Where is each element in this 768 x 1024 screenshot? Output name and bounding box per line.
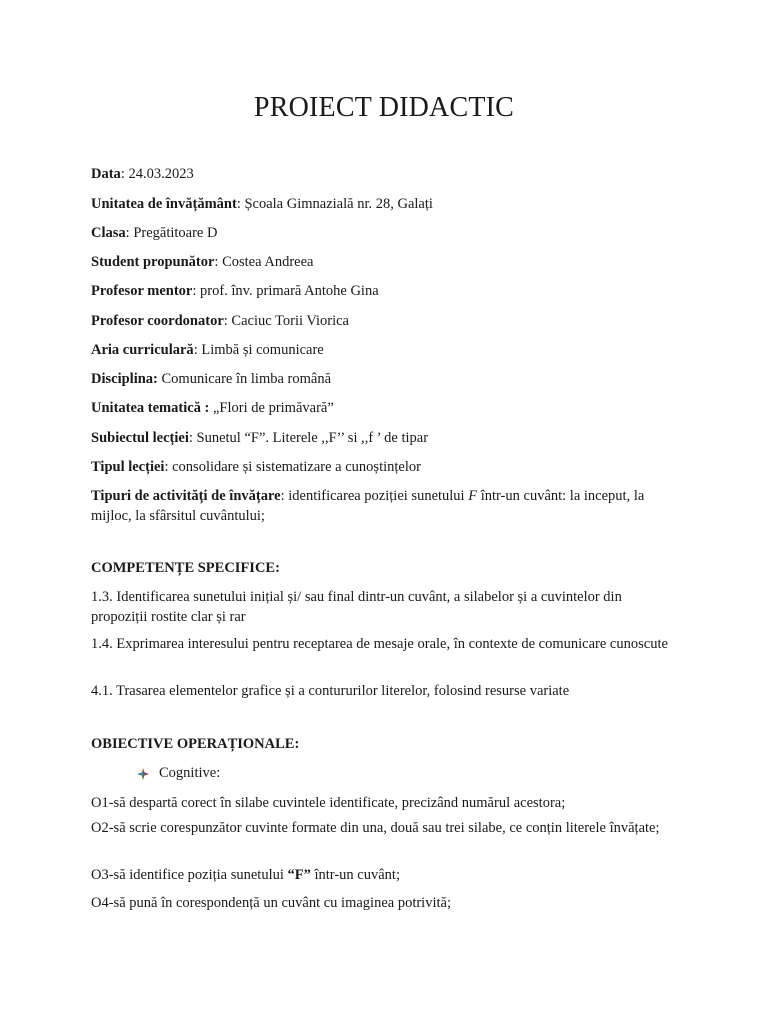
field-aria (91, 340, 681, 360)
competenta-item: 1.4. Exprimarea interesului pentru receptarea de mesaje orale, în contexte de comunicare cunoscute (91, 636, 668, 652)
field-mentor (91, 281, 681, 301)
field-separator: : (164, 459, 173, 475)
field-value: Comunicare în limba română (161, 371, 332, 387)
field-label: Clasa (91, 225, 126, 241)
field-tipuri-activitati (91, 486, 681, 526)
bullet-label: Cognitive: (159, 765, 221, 781)
obiective-heading: OBIECTIVE OPERAȚIONALE: (91, 736, 300, 752)
competenta-item: 1.3. Identificarea sunetului inițial și/ sau final dintr-un cuvânt, a silabelor și a cuvintelor din propoziții rostite clar și rar (91, 589, 622, 625)
field-value: „Flori de primăvară” (213, 400, 334, 416)
field-separator: : (188, 430, 197, 446)
field-disciplina (91, 369, 681, 389)
field-clasa (91, 223, 681, 243)
field-separator: : (236, 196, 245, 212)
field-data (91, 164, 681, 184)
field-subiectul (91, 428, 681, 448)
diamond-bullet-icon (136, 767, 150, 781)
field-label: Unitatea tematică : (91, 400, 210, 416)
field-value: Sunetul “F”. Literele ,,F’’ si ,,f ’ de tipar (196, 430, 429, 446)
field-value: consolidare și sistematizare a cunoștințelor (172, 459, 421, 475)
field-separator: : (125, 225, 134, 241)
field-label: Aria curriculară (91, 342, 194, 358)
field-label: Unitatea de învățământ (91, 196, 237, 212)
competenta-item: 4.1. Trasarea elementelor grafice și a contururilor literelor, folosind resurse variate (91, 683, 570, 699)
competente-heading: COMPETENȚE SPECIFICE: (91, 560, 280, 576)
field-label: Subiectul lecției (91, 430, 189, 446)
obiectiv-post: într-un cuvânt; (310, 867, 400, 883)
bullet-cognitive (136, 765, 220, 782)
field-label: Tipul lecției (91, 459, 165, 475)
field-value-post: într-un cuvânt: la inceput, la mijloc, la sfârsitul cuvântului; (91, 488, 645, 524)
obiectiv-bold: “F” (287, 867, 311, 883)
field-separator: : (280, 488, 289, 504)
field-student (91, 252, 681, 272)
field-value: Pregătitoare D (133, 225, 218, 241)
document-title: PROIECT DIDACTIC (253, 92, 515, 123)
field-value-pre: identificarea poziției sunetului (288, 488, 469, 504)
field-unitatea-tematica (91, 398, 681, 418)
field-label: Profesor mentor (91, 283, 193, 299)
obiectiv-item: O2-să scrie corespunzător cuvinte formate din una, două sau trei silabe, ce conțin literele învățate; (91, 820, 660, 836)
field-unitatea (91, 194, 681, 214)
field-separator: : (120, 166, 129, 182)
field-value-italic: F (468, 488, 478, 504)
field-separator: : (193, 342, 202, 358)
obiectiv-item (91, 865, 681, 885)
field-value: prof. înv. primară Antohe Gina (200, 283, 379, 299)
obiectiv-item: O1-să despartă corect în silabe cuvintele identificate, precizând numărul acestora; (91, 795, 566, 811)
field-label: Disciplina: (91, 371, 158, 387)
field-value: Caciuc Torii Viorica (231, 313, 349, 329)
field-label: Profesor coordonator (91, 313, 224, 329)
field-separator: : (192, 283, 200, 299)
field-value: Costea Andreea (222, 254, 314, 270)
field-label: Student propunător (91, 254, 215, 270)
field-label: Data (91, 166, 121, 182)
field-value: Școala Gimnazială nr. 28, Galați (244, 196, 433, 212)
field-separator: : (223, 313, 232, 329)
field-separator: : (214, 254, 223, 270)
obiectiv-item: O4-să pună în corespondență un cuvânt cu imaginea potrivită; (91, 895, 451, 911)
field-value: 24.03.2023 (128, 166, 194, 182)
obiectiv-pre: O3-să identifice poziția sunetului (91, 867, 288, 883)
field-tipul (91, 457, 681, 477)
field-coordonator (91, 311, 681, 331)
field-value: Limbă și comunicare (201, 342, 324, 358)
field-label: Tipuri de activități de învățare (91, 488, 281, 504)
